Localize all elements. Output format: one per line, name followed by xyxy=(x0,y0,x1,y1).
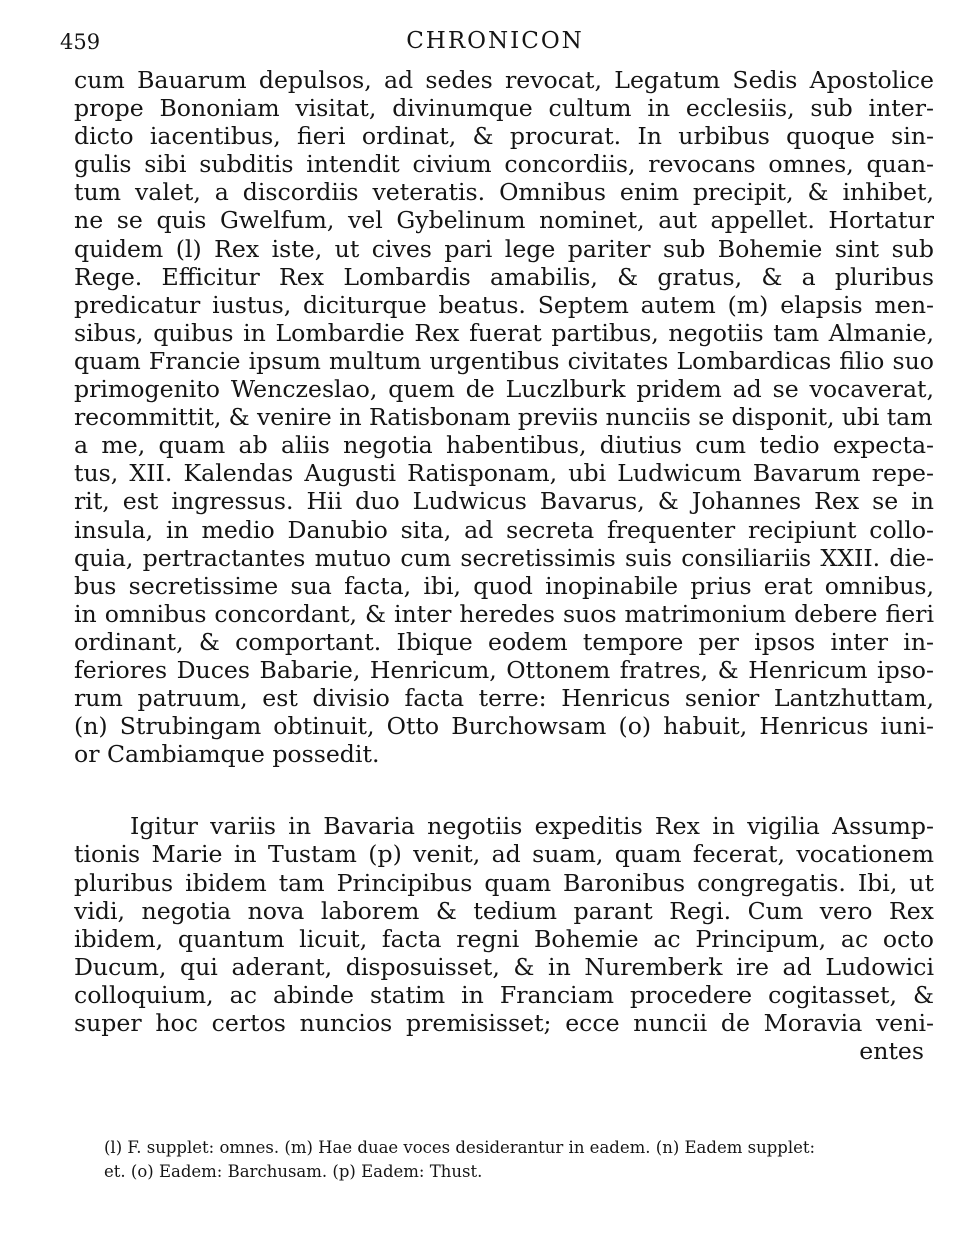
text-line: primogenito Wenczeslao, quem de Luczlburk pridem ad se vocaverat, xyxy=(74,375,934,404)
text-line: cum Bauarum depulsos, ad sedes revocat, Legatum Sedis Apostolice xyxy=(74,66,934,94)
text-line: or Cambiamque possedit. xyxy=(74,740,380,769)
text-line: sibus, quibus in Lombardie Rex fuerat partibus, negotiis tam Almanie, xyxy=(74,318,934,347)
running-title: CHRONICON xyxy=(406,28,584,54)
text-line: colloquium, ac abinde statim in Franciam procedere cogitasset, & xyxy=(74,980,934,1009)
text-line: prope Bononiam visitat, divinumque cultum in ecclesiis, sub inter- xyxy=(74,94,934,123)
text-line: a me, quam ab aliis negotia habentibus, diutius cum tedio expecta- xyxy=(74,431,934,460)
page-number: 459 xyxy=(60,30,101,54)
text-line: (n) Strubingam obtinuit, Otto Burchowsam (o) habuit, Henricus iuni- xyxy=(74,712,934,741)
text-line: Rege. Efficitur Rex Lombardis amabilis, & gratus, & a pluribus xyxy=(74,262,934,291)
footnote-line: et. (o) Eadem: Barchusam. (p) Eadem: Thust. xyxy=(104,1162,483,1181)
text-line: super hoc certos nuncios premisisset; ecce nuncii de Moravia veni- xyxy=(74,1009,934,1037)
text-line: predicatur iustus, diciturque beatus. Septem autem (m) elapsis men- xyxy=(74,290,934,319)
text-line: quidem (l) Rex iste, ut cives pari lege pariter sub Bohemie sint sub xyxy=(74,234,934,263)
text-line: ordinant, & comportant. Ibique eodem tempore per ipsos inter in- xyxy=(74,627,934,656)
text-line: feriores Duces Babarie, Henricum, Ottonem fratres, & Henricum ipso- xyxy=(74,655,934,684)
text-line: tionis Marie in Tustam (p) venit, ad suam, quam fecerat, vocationem xyxy=(74,840,934,869)
catchword: entes xyxy=(859,1037,924,1066)
paragraph-2 xyxy=(74,812,934,1065)
paragraph-1 xyxy=(74,66,934,768)
text-line: insula, in medio Danubio sita, ad secreta frequenter recipiunt collo- xyxy=(74,515,934,544)
text-line: bus secretissime sua facta, ibi, quod inopinabile prius erat omnibus, xyxy=(74,571,934,600)
text-line: ibidem, quantum licuit, facta regni Bohemie ac Principum, ac octo xyxy=(74,924,934,953)
text-line: tum valet, a discordiis veteratis. Omnibus enim precipit, & inhibet, xyxy=(74,178,934,207)
text-line: quam Francie ipsum multum urgentibus civitates Lombardicas filio suo xyxy=(74,346,934,375)
main-text xyxy=(74,66,934,1065)
footnotes xyxy=(104,1136,934,1184)
text-line: quia, pertractantes mutuo cum secretissimis suis consiliariis XXII. die- xyxy=(74,543,934,572)
text-line: recommittit, & venire in Ratisbonam previis nunciis se disponit, ubi tam xyxy=(74,403,933,432)
text-line: ne se quis Gwelfum, vel Gybelinum nominet, aut appellet. Hortatur xyxy=(74,206,934,235)
footnote-line: (l) F. supplet: omnes. (m) Hae duae voces desiderantur in eadem. (n) Eadem supplet: xyxy=(104,1138,816,1157)
text-line: tus, XII. Kalendas Augusti Ratisponam, ubi Ludwicum Bavarum repe- xyxy=(74,459,934,488)
text-line: vidi, negotia nova laborem & tedium parant Regi. Cum vero Rex xyxy=(74,896,934,925)
text-line: rum patruum, est divisio facta terre: Henricus senior Lantzhuttam, xyxy=(74,684,934,713)
text-line: Ducum, qui aderant, disposuisset, & in Nuremberk ire ad Ludowici xyxy=(74,952,934,981)
text-line: in omnibus concordant, & inter heredes suos matrimonium debere fieri xyxy=(74,599,934,628)
text-line: dicto iacentibus, fieri ordinat, & procurat. In urbibus quoque sin- xyxy=(74,122,934,151)
page-header xyxy=(60,28,930,68)
text-line: rit, est ingressus. Hii duo Ludwicus Bavarus, & Johannes Rex se in xyxy=(74,487,934,516)
text-line: gulis sibi subditis intendit civium concordiis, revocans omnes, quan- xyxy=(74,150,934,179)
text-line: Igitur variis in Bavaria negotiis expeditis Rex in vigilia Assump- xyxy=(130,812,934,841)
text-line: pluribus ibidem tam Principibus quam Baronibus congregatis. Ibi, ut xyxy=(74,868,934,897)
